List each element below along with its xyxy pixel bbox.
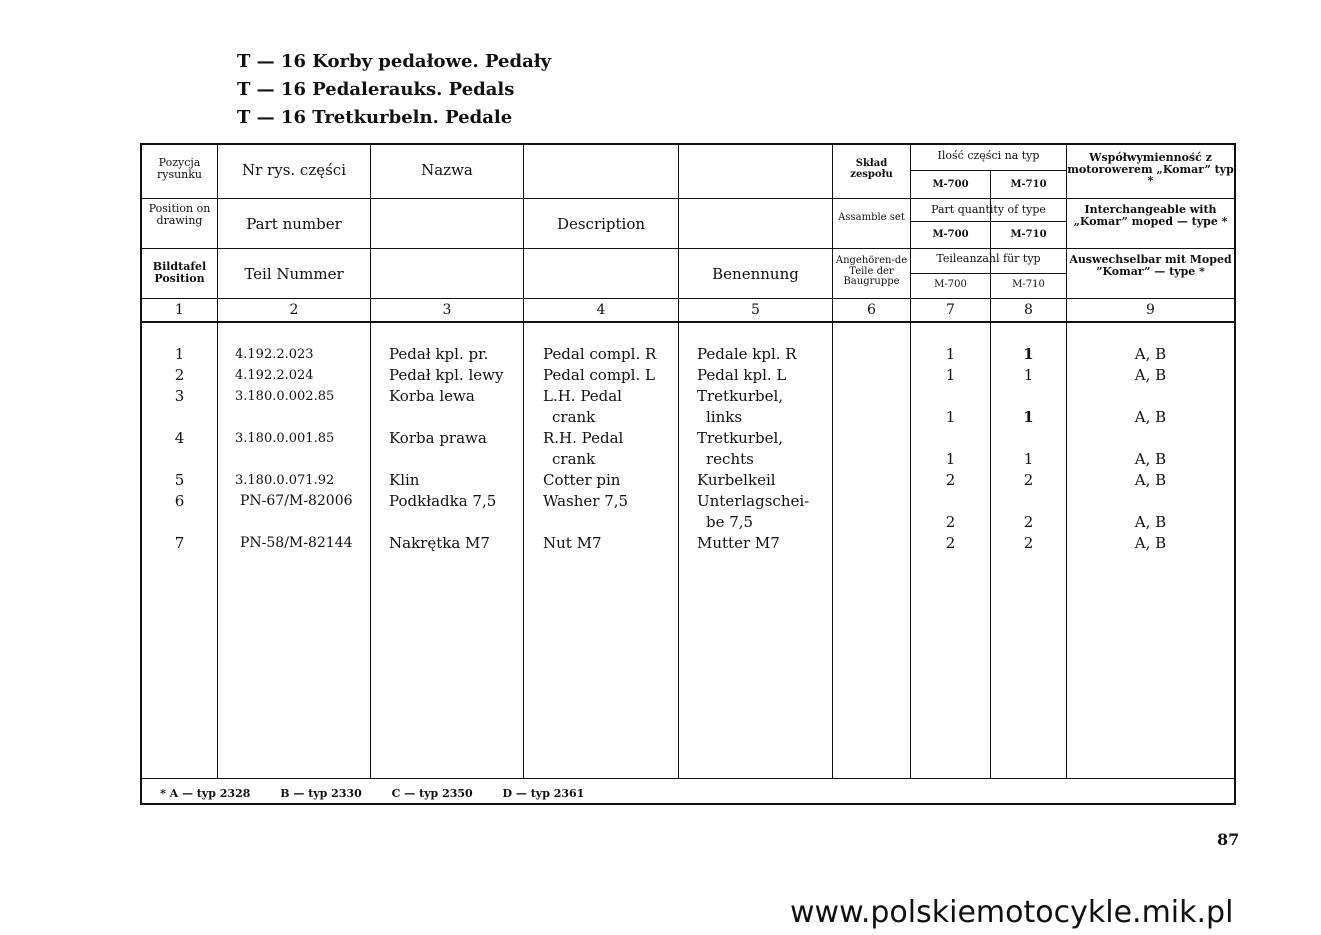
row6-m710: 2 (1023, 513, 1034, 531)
row5-pos: 5 (174, 471, 185, 489)
col-num-9: 9 (1146, 302, 1155, 318)
row4-m700: 1 (945, 450, 956, 468)
row3-pl: Korba lewa (389, 387, 475, 405)
col-num-5: 5 (751, 302, 760, 318)
footnote-c: C — typ 2350 (391, 787, 473, 800)
row1-m700: 1 (945, 345, 956, 363)
col-num-6: 6 (867, 302, 876, 318)
row1-pl: Pedał kpl. pr. (389, 345, 489, 363)
row3-en: L.H. Pedal (543, 387, 622, 405)
row4-de-2: rechts (706, 450, 754, 468)
row3-de-2: links (706, 408, 743, 426)
title-pl: T — 16 Korby pedałowe. Pedały (237, 51, 552, 72)
sklad-header-en: Assamble set (838, 212, 905, 223)
row4-m710: 1 (1023, 450, 1034, 468)
row6-pl: Podkładka 7,5 (389, 492, 497, 510)
col-num-3: 3 (442, 302, 452, 318)
row1-m710: 1 (1023, 345, 1034, 363)
footnote-d: D — typ 2361 (502, 787, 585, 800)
footnote-b: B — typ 2330 (280, 787, 362, 800)
nr-header-en: Part number (246, 215, 342, 233)
row5-en: Cotter pin (543, 471, 621, 489)
row4-de: Tretkurbel, (697, 429, 784, 447)
inter-header-en: Interchangeable with „Komar” moped — type * (1073, 203, 1228, 228)
qty-header-en: Part quantity of type (931, 203, 1046, 216)
title-de: T — 16 Pedalerauks. Pedals (237, 79, 515, 100)
row2-pos: 2 (174, 366, 185, 384)
nr-header-pl: Nr rys. części (241, 161, 347, 179)
row3-pos: 3 (174, 387, 185, 405)
col-num-1: 1 (175, 302, 184, 318)
col-num-8: 8 (1024, 302, 1033, 318)
row2-nr: 4.192.2.024 (235, 368, 314, 383)
row7-pos: 7 (174, 534, 185, 552)
row2-inter: A, B (1134, 366, 1167, 384)
row6-inter: A, B (1134, 513, 1167, 531)
benennung-header: Benennung (712, 265, 799, 283)
row7-en: Nut M7 (543, 534, 602, 552)
row7-de: Mutter M7 (697, 534, 780, 552)
m710-header-de: M-710 (1012, 279, 1045, 290)
row4-pos: 4 (174, 429, 185, 447)
row7-m710: 2 (1023, 534, 1034, 552)
title-block (237, 48, 551, 132)
col-num-7: 7 (946, 302, 955, 318)
footnote-a: * A — typ 2328 (160, 787, 251, 800)
row7-inter: A, B (1134, 534, 1167, 552)
row4-pl: Korba prawa (389, 429, 487, 447)
m710-header: M-710 (1010, 179, 1047, 190)
m700-header-de: M-700 (934, 279, 967, 290)
row2-de: Pedal kpl. L (697, 366, 787, 384)
sklad-header-pl: Skład zespołu (850, 158, 893, 180)
description-header: Description (556, 215, 646, 233)
row2-m700: 1 (945, 366, 956, 384)
row6-nr: PN-67/M-82006 (240, 493, 353, 509)
row5-inter: A, B (1134, 471, 1167, 489)
row7-pl: Nakrętka M7 (389, 534, 490, 552)
pos-header-de: Bildtafel Position (152, 260, 207, 285)
row4-inter: A, B (1134, 450, 1167, 468)
website-url: www.polskiemotocykle.mik.pl (790, 895, 1234, 930)
row4-en: R.H. Pedal (543, 429, 624, 447)
footnote (160, 787, 610, 800)
inter-header-de: Auswechselbar mit Moped ”Komar” — type * (1069, 253, 1232, 278)
pos-header-en: Position on drawing (148, 202, 211, 227)
row5-pl: Klin (389, 471, 420, 489)
row1-pos: 1 (174, 345, 185, 363)
row1-nr: 4.192.2.023 (235, 347, 314, 362)
m710-header-en: M-710 (1010, 229, 1047, 240)
m700-header-en: M-700 (932, 229, 969, 240)
title-en: T — 16 Tretkurbeln. Pedale (237, 107, 513, 128)
row6-de: Unterlagschei- (697, 492, 810, 510)
row4-nr: 3.180.0.001.85 (235, 431, 335, 446)
row1-inter: A, B (1134, 345, 1167, 363)
qty-header-de: Teileanzahl für typ (936, 252, 1041, 265)
row3-en-2: crank (552, 408, 596, 426)
col-num-4: 4 (596, 302, 606, 318)
parts-table (140, 143, 1236, 803)
row3-m700: 1 (945, 408, 956, 426)
row1-de: Pedale kpl. R (697, 345, 797, 363)
row2-m710: 1 (1023, 366, 1034, 384)
inter-header-pl: Współwymienność z motorowerem „Komar” typ * (1067, 151, 1234, 188)
row6-en: Washer 7,5 (543, 492, 629, 510)
row2-pl: Pedał kpl. lewy (389, 366, 504, 384)
row7-m700: 2 (945, 534, 956, 552)
row2-en: Pedal compl. L (543, 366, 655, 384)
row6-pos: 6 (174, 492, 185, 510)
nazwa-header: Nazwa (421, 161, 473, 179)
row5-m710: 2 (1023, 471, 1034, 489)
row1-en: Pedal compl. R (543, 345, 657, 363)
col-num-2: 2 (289, 302, 299, 318)
pos-header-pl: Pozycja rysunku (156, 156, 203, 181)
nr-header-de: Teil Nummer (244, 265, 344, 283)
row3-inter: A, B (1134, 408, 1167, 426)
row3-de: Tretkurbel, (697, 387, 784, 405)
qty-header-pl: Ilość części na typ (937, 149, 1040, 162)
row7-nr: PN-58/M-82144 (240, 535, 353, 551)
m700-header: M-700 (932, 179, 969, 190)
row3-m710: 1 (1023, 408, 1034, 426)
page-number: 87 (1217, 830, 1240, 849)
row4-en-2: crank (552, 450, 596, 468)
row6-m700: 2 (945, 513, 956, 531)
row5-m700: 2 (945, 471, 956, 489)
row3-nr: 3.180.0.002.85 (235, 389, 335, 404)
row5-de: Kurbelkeil (697, 471, 776, 489)
row6-de-2: be 7,5 (706, 513, 754, 531)
row5-nr: 3.180.0.071.92 (235, 473, 335, 488)
sklad-header-de: Angehören-de Teile der Baugruppe (835, 255, 908, 287)
